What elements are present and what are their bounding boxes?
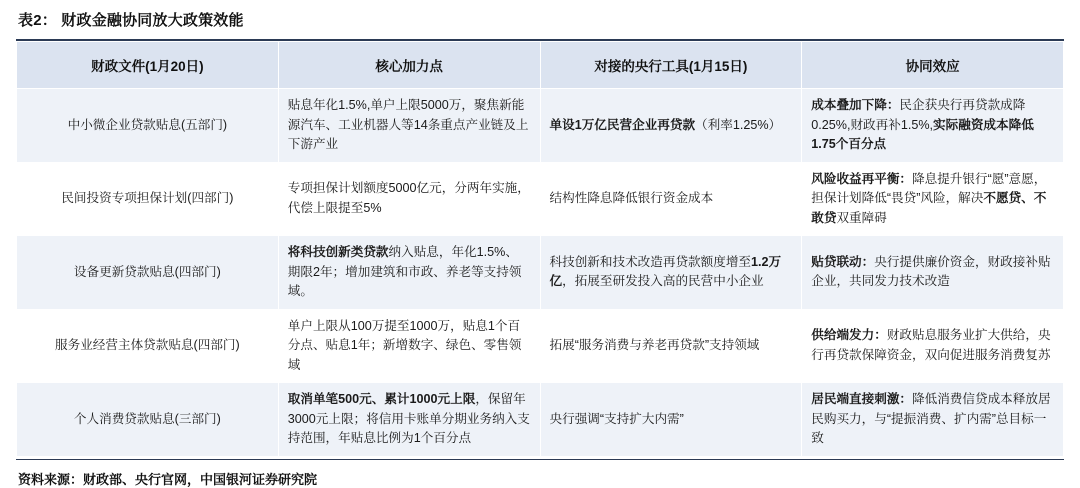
cell-text [550, 410, 793, 430]
body-text: 降息提升银行“愿”意愿，担保计划降低“畏贷”风险，解决 [811, 171, 1047, 206]
cell-effect [802, 236, 1064, 310]
emphasis-text: 单设1万亿民营企业再贷款 [549, 117, 696, 132]
emphasis-text: 贴贷联动： [811, 254, 875, 269]
body-text: 财政贴息服务业扩大供给，央行再贷款保障资金，双向促进服务消费复苏 [811, 328, 1051, 362]
emphasis-text: 不愿贷、不敢贷 [811, 191, 1047, 225]
cell-text [550, 189, 793, 209]
cell-text [288, 243, 531, 302]
emphasis-text: 实际融资成本降低1.75个百分点 [811, 117, 1034, 152]
table-header [17, 42, 1064, 89]
body-text: 贴息年化1.5%,单户上限5000万，聚焦新能源汽车、工业机器人等14条重点产业链及上下游产业 [287, 98, 529, 152]
cell-text [550, 116, 793, 136]
body-text: 央行强调“支持扩大内需” [549, 411, 684, 426]
cell-tool [540, 236, 802, 310]
cell-effect [802, 162, 1064, 236]
cell-text [288, 179, 531, 218]
body-text: 专项担保计划额度5000亿元，分两年实施，代偿上限提至5% [287, 181, 530, 215]
body-text: 纳入贴息，年化1.5%、期限2年；增加建筑和市政、养老等支持领域。 [287, 245, 522, 299]
cell-effect [802, 383, 1064, 457]
emphasis-text: 成本叠加下降： [811, 98, 900, 112]
source-note: 资料来源：财政部、央行官网，中国银河证券研究院 [18, 471, 318, 487]
cell-policy: 民间投资专项担保计划(四部门) [17, 162, 279, 236]
body-text: 单户上限从100万提至1000万，贴息1个百分点、贴息1年；新增数字、绿色、零售领域 [287, 318, 522, 372]
column-header-effect: 协同效应 [802, 42, 1064, 89]
cell-text [550, 253, 793, 292]
table-row [17, 162, 1064, 236]
body-text: ，拓展至研发投入高的民营中小企业 [562, 274, 764, 289]
body-text: 结构性降息降低银行资金成本 [549, 191, 714, 206]
table-row [17, 89, 1064, 163]
cell-tool [540, 89, 802, 163]
column-header-tool: 对接的央行工具(1月15日) [540, 42, 802, 89]
body-text: 双重障碍 [836, 210, 887, 225]
cell-text [288, 317, 531, 376]
table-row [17, 309, 1064, 383]
cell-effect [802, 89, 1064, 163]
table-header-row [17, 42, 1064, 89]
table-caption: 表2： 财政金融协同放大政策效能 [18, 12, 244, 29]
emphasis-text: 风险收益再平衡： [811, 171, 912, 186]
policy-table [16, 41, 1064, 457]
table-row [17, 236, 1064, 310]
cell-text [811, 390, 1054, 449]
cell-core [278, 89, 540, 163]
cell-text [288, 390, 531, 449]
cell-tool [540, 383, 802, 457]
emphasis-text: 将科技创新类贷款 [287, 245, 389, 260]
cell-effect [802, 309, 1064, 383]
body-text: 央行提供廉价资金，财政接补贴企业，共同发力技术改造 [811, 254, 1051, 289]
cell-text [550, 336, 793, 356]
column-header-policy: 财政文件(1月20日) [17, 42, 279, 89]
table-body [17, 89, 1064, 457]
body-text: （利率1.25%） [695, 117, 782, 132]
cell-text [811, 170, 1054, 229]
cell-policy: 个人消费贷款贴息(三部门) [17, 383, 279, 457]
emphasis-text: 供给端发力： [811, 328, 887, 343]
body-text: 科技创新和技术改造再贷款额度增至 [549, 254, 751, 269]
body-text: 拓展“服务消费与养老再贷款”支持领域 [549, 338, 760, 353]
cell-text [811, 96, 1054, 155]
cell-policy: 中小微企业贷款贴息(五部门) [17, 89, 279, 163]
cell-core [278, 236, 540, 310]
cell-policy: 设备更新贷款贴息(四部门) [17, 236, 279, 310]
cell-text [811, 253, 1054, 292]
body-text: 降低消费信贷成本释放居民购买力，与“提振消费、扩内需”总目标一致 [811, 392, 1051, 446]
cell-tool [540, 162, 802, 236]
cell-text [811, 326, 1054, 365]
column-header-core: 核心加力点 [278, 42, 540, 89]
cell-tool [540, 309, 802, 383]
cell-core [278, 162, 540, 236]
table-row [17, 383, 1064, 457]
body-text: 民企获央行再贷款成降0.25%,财政再补1.5%, [811, 98, 1026, 132]
emphasis-text: 1.2万亿 [549, 254, 782, 289]
emphasis-text: 取消单笔500元、累计1000元上限 [287, 392, 476, 407]
cell-core [278, 309, 540, 383]
emphasis-text: 居民端直接刺激： [811, 392, 912, 407]
cell-text [288, 96, 531, 155]
body-text: ，保留年3000元上限；将信用卡账单分期业务纳入支持范围，年贴息比例为1个百分点 [287, 392, 530, 446]
cell-core [278, 383, 540, 457]
cell-policy: 服务业经营主体贷款贴息(四部门) [17, 309, 279, 383]
